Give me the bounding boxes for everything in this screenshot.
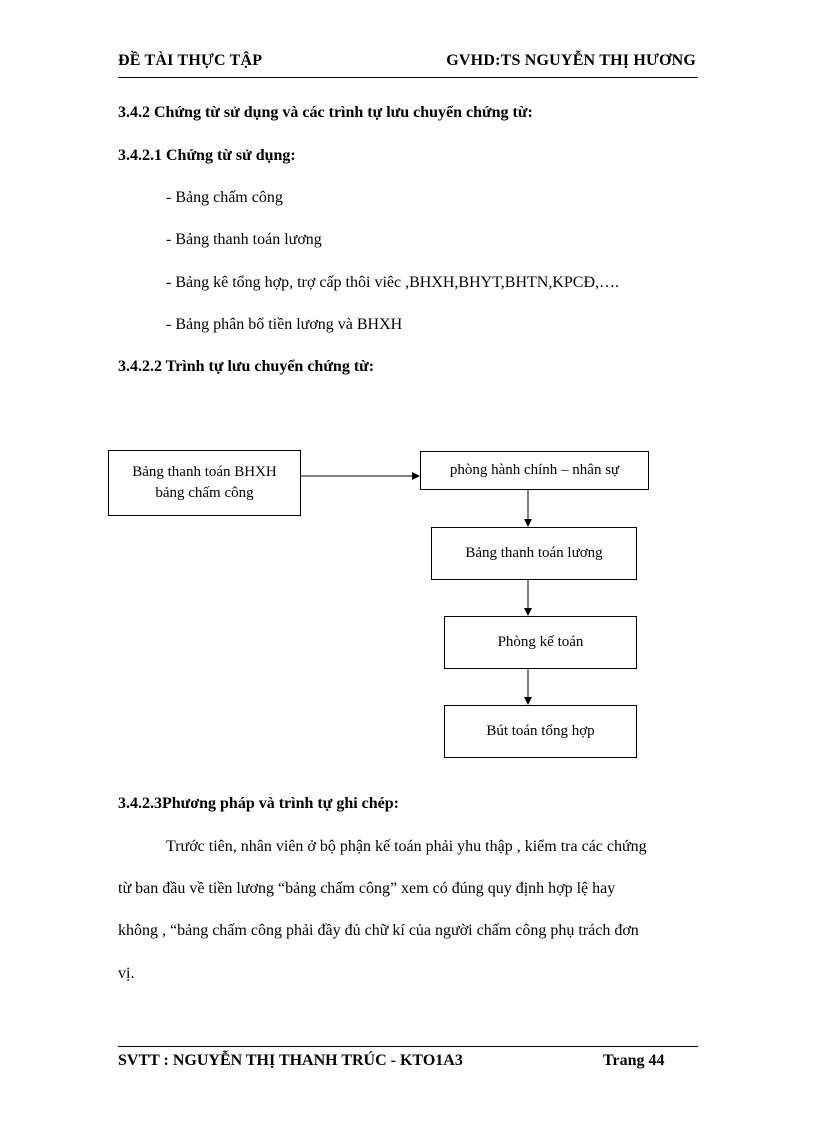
list-item: - Bảng kê tổng hợp, trợ cấp thôi viêc ,BHXH,BHYT,BHTN,KPCĐ,…. bbox=[166, 274, 620, 291]
list-item: - Bảng chấm công bbox=[166, 189, 283, 206]
header-title: ĐỀ TÀI THỰC TẬP bbox=[118, 52, 263, 69]
subsection-3-title: 3.4.2.3Phương pháp và trình tự ghi chép: bbox=[118, 795, 399, 812]
footer-student: SVTT : NGUYỄN THỊ THANH TRÚC - KTO1A3 bbox=[118, 1052, 463, 1069]
flow-step2-label: Bảng thanh toán lương bbox=[465, 545, 603, 561]
flow-step3-label: Phòng kế toán bbox=[497, 634, 584, 650]
paragraph-line: từ ban đầu về tiền lương “bảng chấm công” xem có đúng quy định hợp lệ hay bbox=[118, 880, 616, 897]
paragraph-line: Trước tiên, nhân viên ở bộ phận kế toán phải yhu thập , kiểm tra các chứng bbox=[166, 838, 647, 855]
header-supervisor: GVHD:TS NGUYỄN THỊ HƯƠNG bbox=[446, 52, 696, 69]
footer-page-number: Trang 44 bbox=[603, 1052, 665, 1069]
paragraph-line: vị. bbox=[118, 965, 135, 982]
subsection-1-title: 3.4.2.1 Chứng từ sử dụng: bbox=[118, 147, 296, 164]
list-item: - Bảng thanh toán lương bbox=[166, 231, 322, 248]
paragraph-line: không , “bảng chấm công phải đầy đủ chữ kí của người chấm công phụ trách đơn bbox=[118, 922, 639, 939]
list-item: - Bảng phân bổ tiền lương và BHXH bbox=[166, 316, 403, 333]
footer-rule bbox=[118, 1046, 698, 1047]
flow-source-line2: bảng chấm công bbox=[155, 485, 254, 501]
section-title: 3.4.2 Chứng từ sử dụng và các trình tự lưu chuyển chứng từ: bbox=[118, 104, 533, 121]
flow-step4-label: Bút toán tổng hợp bbox=[486, 723, 595, 739]
subsection-2-title: 3.4.2.2 Trình tự lưu chuyển chứng từ: bbox=[118, 358, 375, 375]
flow-source-line1: Bảng thanh toán BHXH bbox=[132, 464, 277, 480]
flow-step1-label: phòng hành chính – nhân sự bbox=[449, 462, 620, 478]
